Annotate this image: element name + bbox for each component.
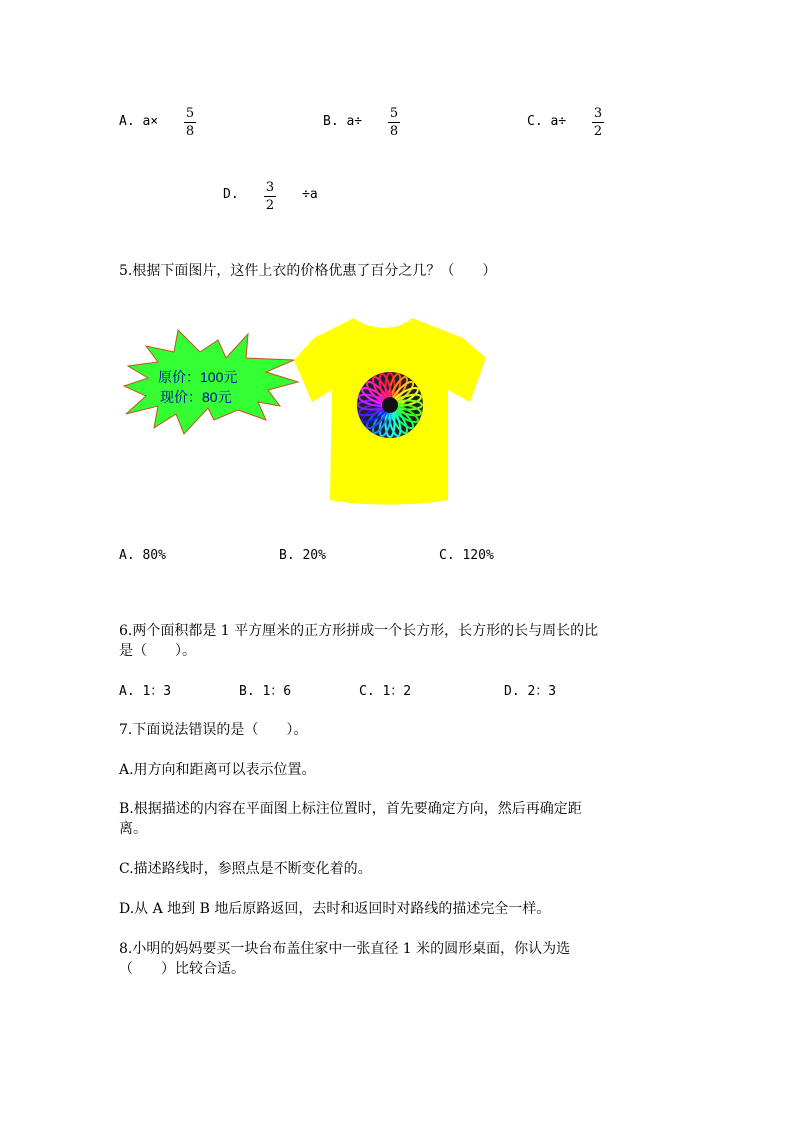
q4-option-b-denominator: 8	[389, 124, 399, 139]
q7-option-b-line1: B.根据描述的内容在平面图上标注位置时，首先要确定方向，然后再确定距	[119, 801, 582, 817]
q7-option-b-line2: 离。	[119, 821, 147, 837]
q6-question-line1: 6.两个面积都是 1 平方厘米的正方形拼成一个长方形，长方形的长与周长的比	[119, 623, 599, 639]
q6-option-d: D. 2：3	[504, 684, 557, 699]
q6-option-a: A. 1：3	[119, 684, 172, 699]
q7-option-d: D.从 A 地到 B 地后原路返回，去时和返回时对路线的描述完全一样。	[119, 901, 551, 917]
q4-option-a-fraction	[183, 106, 197, 139]
q4-option-d-denominator: 2	[265, 198, 275, 213]
q8-question-line2: （ ）比较合适。	[119, 961, 245, 977]
price-original-label: 原价：100元	[158, 369, 238, 385]
q4-option-a-denominator: 8	[185, 124, 195, 139]
q4-option-a-prefix: A. a×	[119, 114, 159, 129]
q4-option-d-numerator: 3	[265, 180, 275, 195]
q7-question: 7.下面说法错误的是（ ）。	[119, 722, 308, 738]
q6-option-c: C. 1：2	[359, 684, 412, 699]
q8-question-line1: 8.小明的妈妈要买一块台布盖住家中一张直径 1 米的圆形桌面，你认为选	[119, 941, 571, 957]
q4-option-d-fraction	[263, 180, 277, 213]
q7-option-a: A.用方向和距离可以表示位置。	[119, 762, 316, 778]
q7-option-c: C.描述路线时，参照点是不断变化着的。	[119, 861, 372, 877]
q5-question: 5.根据下面图片，这件上衣的价格优惠了百分之几？（ ）	[119, 263, 497, 279]
q4-option-c-numerator: 3	[593, 106, 603, 121]
q4-option-c-denominator: 2	[593, 124, 603, 139]
q5-option-c: C. 120%	[439, 548, 494, 563]
q4-option-b-prefix: B. a÷	[323, 114, 363, 129]
flower-emblem	[357, 372, 423, 438]
q4-option-c-fraction	[591, 106, 605, 139]
q4-option-c-prefix: C. a÷	[527, 114, 567, 129]
q4-option-d-prefix: D.	[223, 187, 239, 202]
q4-option-d-suffix: ÷a	[302, 187, 318, 202]
q4-option-a-numerator: 5	[185, 106, 195, 121]
price-now-label: 现价：80元	[160, 389, 232, 405]
q4-option-b-numerator: 5	[389, 106, 399, 121]
q6-question-line2: 是（ ）。	[119, 643, 196, 659]
q5-tshirt-figure	[118, 310, 498, 520]
q4-option-b-fraction	[387, 106, 401, 139]
q6-option-b: B. 1：6	[239, 684, 292, 699]
q5-option-b: B. 20%	[279, 548, 326, 563]
q5-option-a: A. 80%	[119, 548, 166, 563]
